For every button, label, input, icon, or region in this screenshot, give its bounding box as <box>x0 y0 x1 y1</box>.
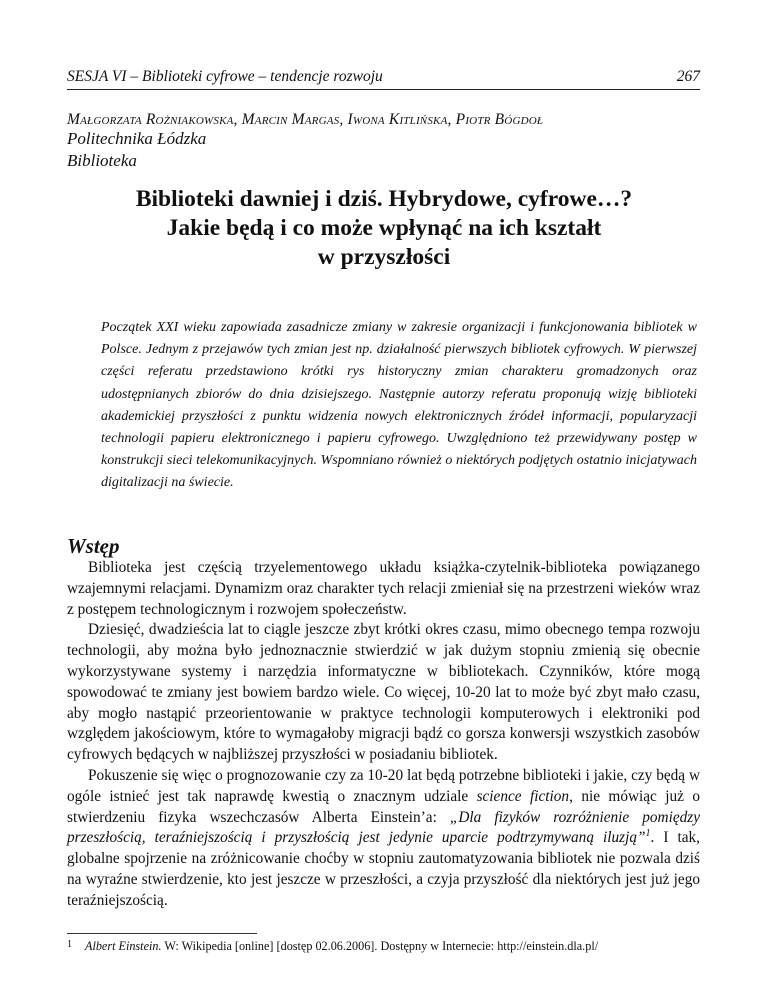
title-line-1: Biblioteki dawniej i dziś. Hybrydowe, cyfrowe…? <box>135 186 633 212</box>
footnote-reference[interactable]: 1 <box>645 828 651 840</box>
footnote-rule <box>67 933 257 934</box>
header-rule <box>67 89 700 90</box>
footnote-text: W: Wikipedia [online] [dostęp 02.06.2006]. Dostępny w Internecie: http://einstein.dla.pl/ <box>161 939 599 953</box>
footnote <box>67 939 707 954</box>
paragraph-3 <box>67 766 700 912</box>
affiliation-institution: Politechnika Łódzka <box>67 129 207 148</box>
paragraph-3-part-b: , nie mówiąc już o stwierdzeniu fizyka wszechczasów Alberta Einstein’a: <box>67 787 700 826</box>
title-line-3: w przyszłości <box>317 244 451 270</box>
paper-title <box>80 185 688 272</box>
paragraph-3-part-c: . I tak, globalne spojrzenie na zróżnicowanie choćby w stopniu zautomatyzowania bibliotek nie pozwala dziś na wyraźne stwierdzenie, kto jest jeszcze w przeszłości, a czyja przyszłość dla niektórych jest już jego teraźniejszością. <box>67 829 700 909</box>
einstein-quote: „Dla fizyków rozróżnienie pomiędzy przeszłością, teraźniejszością i przyszłością jest jedynie uparcie podtrzymywaną iluzją” <box>67 808 701 847</box>
authors: Małgorzata Rożniakowska, Marcin Margas, Iwona Kitlińska, Piotr Bógdoł <box>67 111 544 128</box>
footnote-author: Albert Einstein. <box>85 939 162 953</box>
abstract: Początek XXI wieku zapowiada zasadnicze zmiany w zakresie organizacji i funkcjonowania bibliotek w Polsce. Jednym z przejawów tych zmian jest np. działalność pierwszych bibliotek cyfrowych. W pierwszej części referatu przedstawiono krótki rys historyczny zmian charakteru gromadzonych oraz udostępnianych zbiorów do dnia dzisiejszego. Następnie autorzy referatu proponują wizję biblioteki akademickiej przyszłości z punktu widzenia nowych elektronicznych źródeł informacji, popularyzacji technologii papieru elektronicznego i papieru cyfrowego. Uwzględniono też przewidywany postęp w konstrukcji sieci telekomunikacyjnych. Wspomniano również o niektórych podjętych ostatnio inicjatywach digitalizacji na świecie. <box>101 320 697 491</box>
paragraph-2: Dziesięć, dwadzieścia lat to ciągle jeszcze zbyt krótki okres czasu, mimo obecnego tempa rozwoju technologii, aby można było jednoznacznie stwierdzić w jak dużym stopniu zmienią się obecnie wykorzystywane systemy i narzędzia informatyczne w bibliotekach. Czynników, które mogą spowodować te zmiany jest bowiem bardzo wiele. Co więcej, 10-20 lat to może być zbyt mało czasu, aby mogło nastąpić przeorientowanie w praktyce technologii komputerowych i elektroniki pod względem jakościowym, które to wymagałoby migracji bądź co gorsza konwersji wszystkich zasobów cyfrowych będących w najbliższej przyszłości w posiadaniu bibliotek. <box>67 621 700 764</box>
section-heading: Wstęp <box>67 534 120 558</box>
footnote-number: 1 <box>67 939 72 950</box>
paragraph-1: Biblioteka jest częścią trzyelementowego układu książka-czytelnik-biblioteka powiązanego wzajemnymi relacjami. Dynamizm oraz charakter tych relacji zmieniał się na przestrzeni wieków wraz z postępem technologicznym i rozwojem społeczeństw. <box>67 559 700 618</box>
science-fiction-term: science fiction <box>476 787 570 805</box>
page-number: 267 <box>676 68 700 85</box>
running-head-title: SESJA VI – Biblioteki cyfrowe – tendencje rozwoju <box>67 68 383 85</box>
affiliation-unit: Biblioteka <box>67 151 137 170</box>
title-line-2: Jakie będą i co może wpłynąć na ich kształt <box>166 215 602 241</box>
body-text <box>67 558 700 912</box>
paragraph-3-part-a: Pokuszenie się więc o prognozowanie czy za 10-20 lat będą potrzebne biblioteki i jakie, czy będą w ogóle istnieć jest tak naprawdę kwestią o znacznym udziale <box>67 766 700 805</box>
